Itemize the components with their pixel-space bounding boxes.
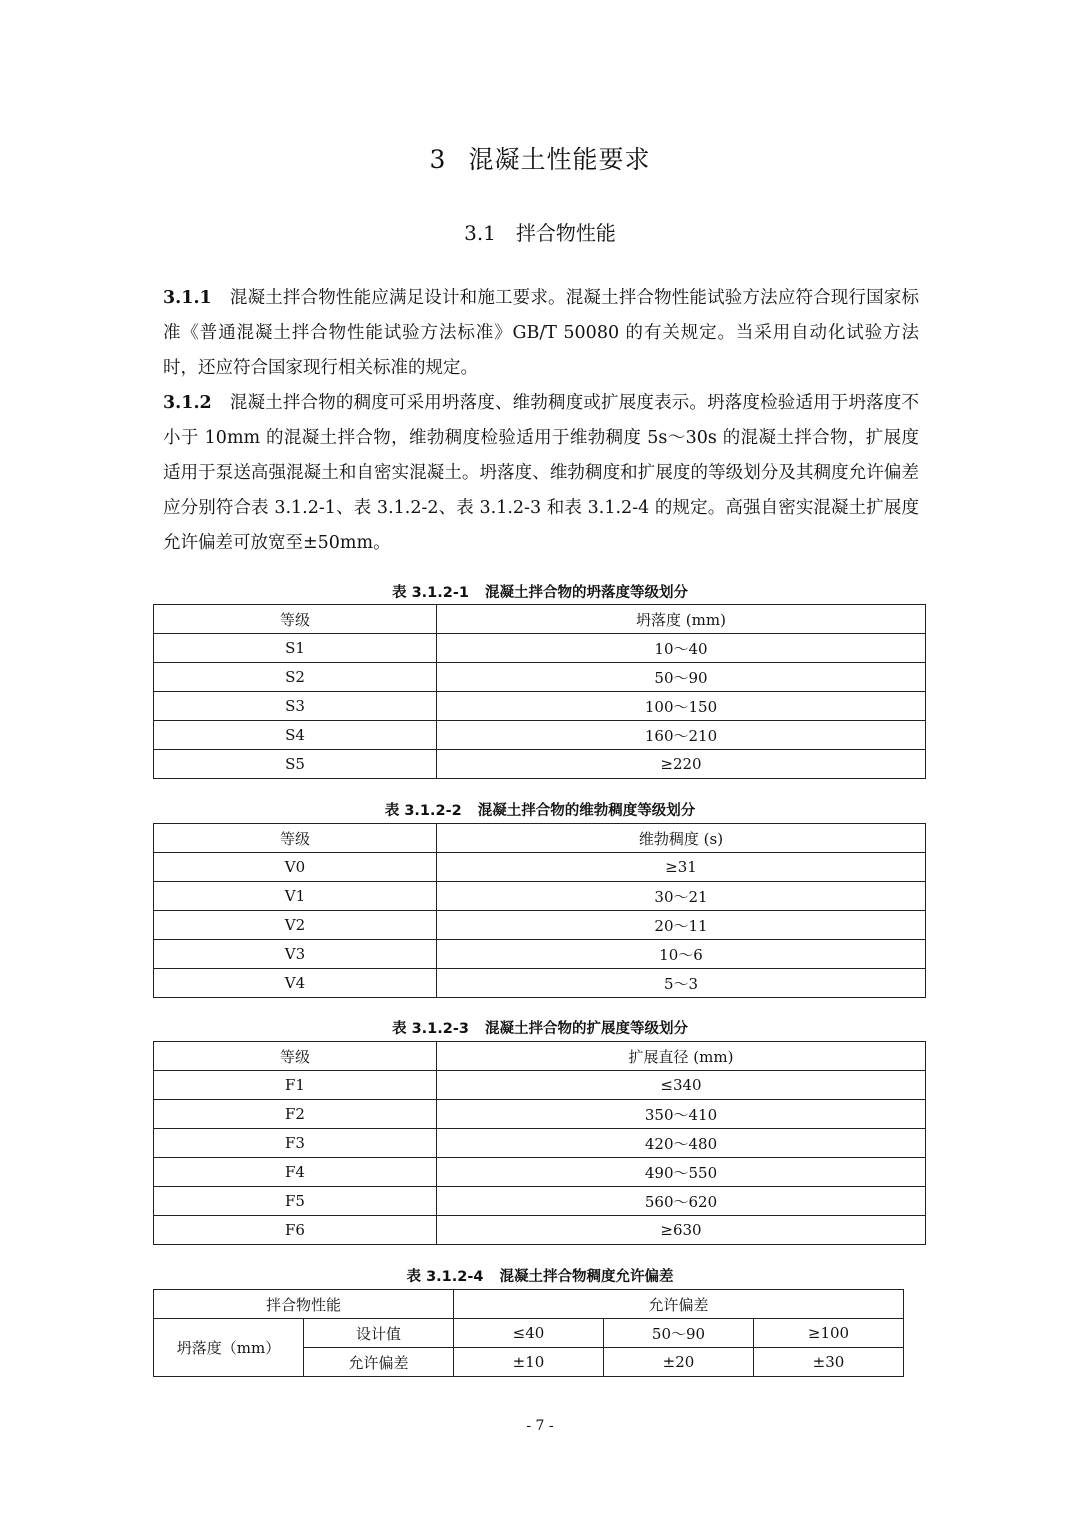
spread-grade-table <box>153 1041 926 1245</box>
table-number: 表 3.1.2-2 <box>384 803 462 819</box>
header-cell: 等级 <box>154 1042 437 1071</box>
grade-cell: F3 <box>154 1129 437 1158</box>
value-cell: 50～90 <box>437 663 926 692</box>
table-cell: ≥100 <box>754 1319 904 1348</box>
header-cell: 坍落度 (mm) <box>437 605 926 634</box>
grade-cell: V2 <box>154 911 437 940</box>
table-caption <box>0 1265 1080 1286</box>
section-heading <box>0 217 1080 246</box>
row-label-cell: 允许偏差 <box>304 1348 454 1377</box>
table-row <box>154 721 926 750</box>
paragraph-3-1-2 <box>163 386 919 561</box>
chapter-number: 3 <box>429 145 447 174</box>
table-row <box>154 634 926 663</box>
chapter-title: 混凝土性能要求 <box>468 145 651 174</box>
table-row <box>154 853 926 882</box>
section-number: 3.1 <box>464 221 496 245</box>
row-label-cell: 设计值 <box>304 1319 454 1348</box>
header-cell: 等级 <box>154 824 437 853</box>
header-cell: 维勃稠度 (s) <box>437 824 926 853</box>
section-title: 拌合物性能 <box>515 221 616 245</box>
grade-cell: S3 <box>154 692 437 721</box>
value-cell: 420～480 <box>437 1129 926 1158</box>
table-header-row <box>154 1290 904 1319</box>
grade-cell: V3 <box>154 940 437 969</box>
value-cell: 5～3 <box>437 969 926 998</box>
grade-cell: V4 <box>154 969 437 998</box>
grade-cell: S1 <box>154 634 437 663</box>
grade-cell: V1 <box>154 882 437 911</box>
clause-number: 3.1.2 <box>163 393 212 413</box>
value-cell: 490～550 <box>437 1158 926 1187</box>
table-row <box>154 1216 926 1245</box>
table-header-row <box>154 1042 926 1071</box>
chapter-heading <box>0 140 1080 176</box>
table-title: 混凝土拌合物的维勃稠度等级划分 <box>477 803 696 819</box>
value-cell: 160～210 <box>437 721 926 750</box>
table-cell: ≤40 <box>454 1319 604 1348</box>
table-row <box>154 663 926 692</box>
table-title: 混凝土拌合物的扩展度等级划分 <box>484 1021 688 1037</box>
table-caption <box>0 1017 1080 1038</box>
table-row <box>154 1129 926 1158</box>
grade-cell: F6 <box>154 1216 437 1245</box>
value-cell: 10～6 <box>437 940 926 969</box>
table-cell: ±10 <box>454 1348 604 1377</box>
table-row <box>154 1319 904 1348</box>
table-number: 表 3.1.2-1 <box>392 585 469 601</box>
grade-cell: F1 <box>154 1071 437 1100</box>
grade-cell: S2 <box>154 663 437 692</box>
table-caption <box>0 799 1080 820</box>
value-cell: ≥630 <box>437 1216 926 1245</box>
table-row <box>154 882 926 911</box>
grade-cell: F2 <box>154 1100 437 1129</box>
header-cell: 等级 <box>154 605 437 634</box>
table-body <box>154 1042 926 1245</box>
table-cell: ±20 <box>604 1348 754 1377</box>
table-row <box>154 940 926 969</box>
value-cell: 20～11 <box>437 911 926 940</box>
value-cell: 560～620 <box>437 1187 926 1216</box>
page-number: - 7 - <box>526 1418 554 1434</box>
value-cell: 350～410 <box>437 1100 926 1129</box>
header-cell: 允许偏差 <box>454 1290 904 1319</box>
table-title: 混凝土拌合物的坍落度等级划分 <box>484 585 688 601</box>
table-row <box>154 1071 926 1100</box>
table-body <box>154 605 926 779</box>
table-row <box>154 969 926 998</box>
table-row <box>154 911 926 940</box>
table-row <box>154 692 926 721</box>
table-row <box>154 1187 926 1216</box>
value-cell: ≥220 <box>437 750 926 779</box>
clause-number: 3.1.1 <box>163 288 212 308</box>
header-cell: 扩展直径 (mm) <box>437 1042 926 1071</box>
slump-grade-table <box>153 604 926 779</box>
table-title: 混凝土拌合物稠度允许偏差 <box>499 1269 674 1285</box>
value-cell: ≤340 <box>437 1071 926 1100</box>
paragraph-text: 混凝土拌合物的稠度可采用坍落度、维勃稠度或扩展度表示。坍落度检验适用于坍落度不小于 10mm 的混凝土拌合物，维勃稠度检验适用于维勃稠度 5s～30s 的混凝土拌合物，扩展度适用于泵送高强混凝土和自密实混凝土。坍落度、维勃稠度和扩展度的等级划分及其稠度允许偏差应分别符合表 3.1.2-1、表 3.1.2-2、表 3.1.2-3 和表 3.1.2-4 的规定。高强自密实混凝土扩展度允许偏差可放宽至±50mm。 <box>163 393 919 553</box>
paragraph-3-1-1 <box>163 281 919 386</box>
vebe-grade-table <box>153 823 926 998</box>
value-cell: 30～21 <box>437 882 926 911</box>
property-cell: 坍落度（mm） <box>154 1319 304 1377</box>
table-header-row <box>154 824 926 853</box>
table-body <box>154 824 926 998</box>
table-caption <box>0 581 1080 602</box>
table-number: 表 3.1.2-3 <box>392 1021 469 1037</box>
table-cell: 50～90 <box>604 1319 754 1348</box>
grade-cell: V0 <box>154 853 437 882</box>
grade-cell: S4 <box>154 721 437 750</box>
value-cell: 10～40 <box>437 634 926 663</box>
grade-cell: S5 <box>154 750 437 779</box>
grade-cell: F5 <box>154 1187 437 1216</box>
paragraph-text: 混凝土拌合物性能应满足设计和施工要求。混凝土拌合物性能试验方法应符合现行国家标准《普通混凝土拌合物性能试验方法标准》GB/T 50080 的有关规定。当采用自动化试验方法时，还应符合国家现行相关标准的规定。 <box>163 288 919 378</box>
table-row <box>154 1158 926 1187</box>
table-number: 表 3.1.2-4 <box>406 1269 484 1285</box>
consistency-tolerance-table <box>153 1289 904 1377</box>
table-row <box>154 1100 926 1129</box>
value-cell: ≥31 <box>437 853 926 882</box>
table-header-row <box>154 605 926 634</box>
header-cell: 拌合物性能 <box>154 1290 454 1319</box>
table-cell: ±30 <box>754 1348 904 1377</box>
value-cell: 100～150 <box>437 692 926 721</box>
table-row <box>154 750 926 779</box>
grade-cell: F4 <box>154 1158 437 1187</box>
